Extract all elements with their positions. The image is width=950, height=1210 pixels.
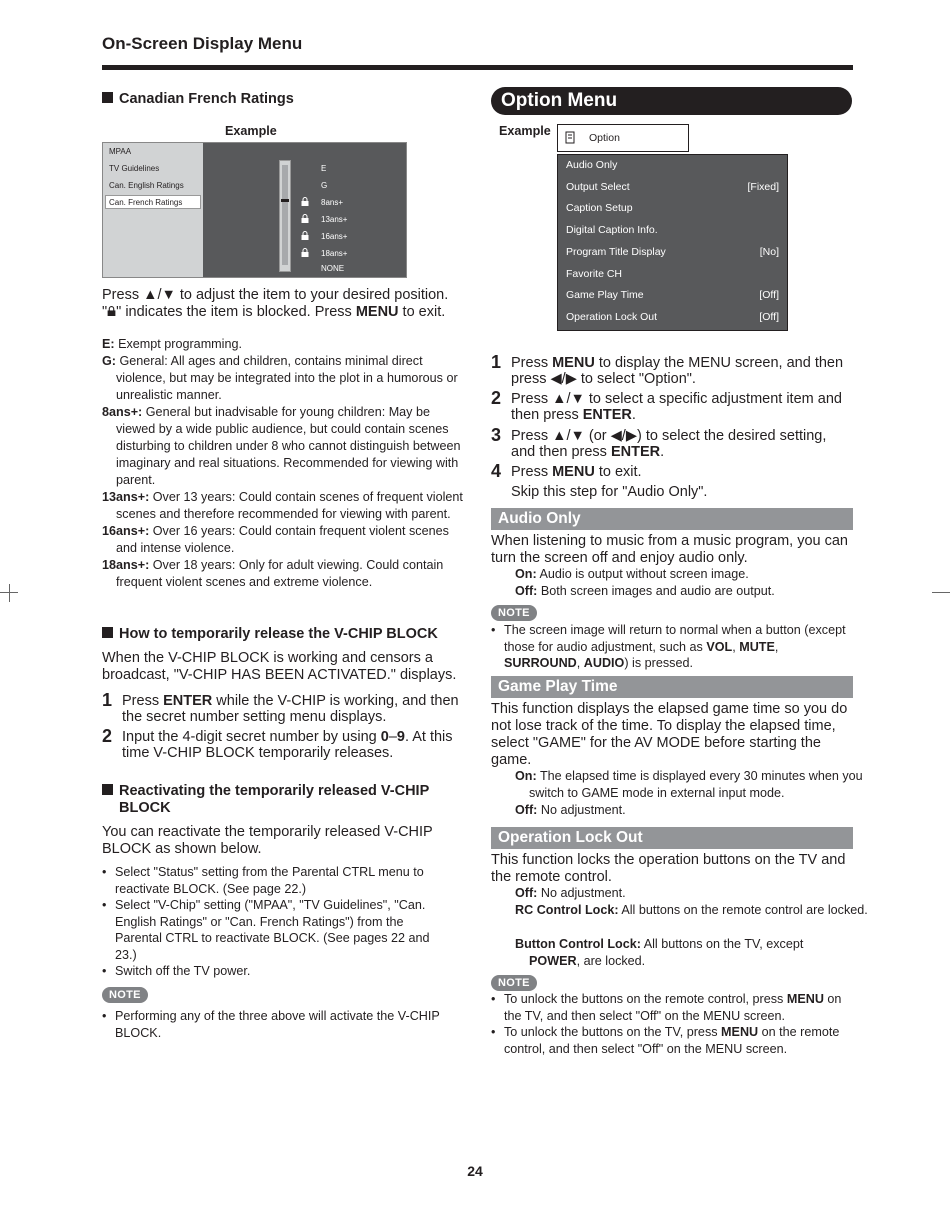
reactivate-heading: Reactivating the temporarily released V-CHIP BLOCK bbox=[102, 783, 467, 817]
list-item: • Switch off the TV power. bbox=[102, 963, 447, 980]
audio-only-intro: When listening to music from a music program, you can turn the screen off and enjoy audio only. bbox=[491, 533, 848, 566]
rating-13ans[interactable]: 13ans+ bbox=[321, 215, 348, 224]
list-item: • Performing any of the three above will activate the V-CHIP BLOCK. bbox=[102, 1008, 462, 1041]
def-13ans: 13ans+: Over 13 years: Could contain scenes of frequent violent scenes and therefore recommended for viewing with parent. bbox=[102, 490, 463, 521]
lock-icon bbox=[301, 214, 309, 223]
game-play-on: On: The elapsed time is displayed every 30 minutes when you switch to GAME mode in external input mode. bbox=[515, 769, 863, 800]
def-8ans: 8ans+: General but inadvisable for young children: May be viewed by a wide public audience, but could contain scenes disturbing to children under 8 who cannot distinguish between imaginary and real situations. Recommended for viewing with parent. bbox=[102, 405, 461, 487]
option-step-4: 4 Press MENU to exit. Skip this step for "Audio Only". bbox=[491, 461, 708, 500]
list-item: • Select "V-Chip" setting ("MPAA", "TV Guidelines", "Can. English Ratings" or "Can. French Ratings") from the Parental CTRL to reactivate BLOCK. (See pages 22 and 23.) bbox=[102, 897, 447, 963]
ratings-menu-screen bbox=[102, 142, 407, 278]
audio-only-on: On: Audio is output without screen image. bbox=[515, 567, 749, 581]
game-play-time-title: Game Play Time bbox=[491, 676, 853, 698]
up-arrow-icon: ▲ bbox=[552, 428, 567, 444]
option-caption-setup[interactable]: Caption Setup bbox=[566, 202, 633, 214]
release-intro: When the V-CHIP BLOCK is working and censors a broadcast, "V-CHIP HAS BEEN ACTIVATED." displays. bbox=[102, 650, 457, 683]
lock-icon bbox=[301, 248, 309, 257]
square-bullet-icon bbox=[102, 92, 113, 103]
list-item: • The screen image will return to normal when a button (except those for audio adjustment, such as VOL, MUTE, SURROUND, AUDIO) is pressed. bbox=[491, 622, 853, 672]
option-operation-lock-out[interactable]: Operation Lock Out [Off] bbox=[566, 311, 779, 323]
option-menu-header: Option bbox=[557, 124, 689, 152]
reactivate-note-list bbox=[102, 1008, 462, 1041]
list-item: • To unlock the buttons on the TV, press MENU on the remote control, and then select "Off" on the MENU screen. bbox=[491, 1024, 853, 1057]
option-audio-only[interactable]: Audio Only bbox=[566, 159, 618, 171]
release-heading: How to temporarily release the V-CHIP BLOCK bbox=[102, 626, 438, 642]
canadian-french-heading: Canadian French Ratings bbox=[102, 91, 294, 107]
rating-e[interactable]: E bbox=[321, 164, 327, 173]
adjust-instructions: Press ▲/▼ to adjust the item to your desired position. " " indicates the item is blocked. Press MENU to exit. bbox=[102, 287, 449, 320]
option-program-title-display[interactable]: Program Title Display [No] bbox=[566, 246, 779, 258]
option-step-1: 1 Press MENU to display the MENU screen, and then press ◀/▶ to select "Option". bbox=[491, 352, 844, 387]
game-play-off: Off: No adjustment. bbox=[515, 803, 626, 817]
rating-definitions bbox=[102, 336, 467, 591]
audio-only-note-list bbox=[491, 622, 853, 672]
page-header-title: On-Screen Display Menu bbox=[102, 34, 303, 53]
option-step-2: 2 Press ▲/▼ to select a specific adjustment item and then press ENTER. bbox=[491, 388, 842, 423]
square-bullet-icon bbox=[102, 784, 113, 795]
release-step-2: 2 Input the 4-digit secret number by using 0–9. At this time V-CHIP BLOCK temporarily releases. bbox=[102, 726, 453, 761]
option-output-select[interactable]: Output Select [Fixed] bbox=[566, 181, 779, 193]
reactivate-intro: You can reactivate the temporarily released V-CHIP BLOCK as shown below. bbox=[102, 824, 433, 857]
rating-slider[interactable] bbox=[279, 160, 291, 272]
menu-item-can-english[interactable]: Can. English Ratings bbox=[109, 181, 184, 190]
lock-out-intro: This function locks the operation buttons on the TV and the remote control. bbox=[491, 852, 846, 885]
lock-icon bbox=[301, 197, 309, 206]
option-menu-title: Option Menu bbox=[491, 87, 852, 115]
lock-out-button: Button Control Lock: All buttons on the TV, except POWER, are locked. bbox=[515, 937, 804, 968]
rating-8ans[interactable]: 8ans+ bbox=[321, 198, 344, 207]
right-arrow-icon: ▶ bbox=[625, 428, 637, 444]
example-label-left: Example bbox=[225, 124, 277, 138]
option-menu-list bbox=[557, 154, 788, 331]
lock-icon bbox=[301, 231, 309, 240]
down-arrow-icon: ▼ bbox=[570, 391, 585, 407]
game-play-intro: This function displays the elapsed game time so you do not lose track of the time. To display the elapsed time, select "GAME" for the AV MODE before starting the game. bbox=[491, 701, 848, 768]
menu-item-can-french[interactable]: Can. French Ratings bbox=[109, 198, 183, 207]
option-digital-caption-info[interactable]: Digital Caption Info. bbox=[566, 224, 658, 236]
down-arrow-icon: ▼ bbox=[161, 287, 176, 303]
list-item: • To unlock the buttons on the remote control, press MENU on the TV, and then select "Off" on the MENU screen. bbox=[491, 991, 853, 1024]
right-arrow-icon: ▶ bbox=[565, 371, 577, 387]
example-label-right: Example bbox=[499, 124, 551, 138]
slider-handle[interactable] bbox=[281, 199, 289, 202]
left-arrow-icon: ◀ bbox=[550, 371, 562, 387]
up-arrow-icon: ▲ bbox=[143, 287, 158, 303]
option-favorite-ch[interactable]: Favorite CH bbox=[566, 268, 623, 280]
page-number: 24 bbox=[467, 1163, 483, 1179]
audio-only-off: Off: Both screen images and audio are output. bbox=[515, 584, 775, 598]
square-bullet-icon bbox=[102, 627, 113, 638]
def-16ans: 16ans+: Over 16 years: Could contain frequent violent scenes and intense violence. bbox=[102, 524, 449, 555]
header-rule bbox=[102, 65, 853, 70]
def-e: E: Exempt programming. bbox=[102, 337, 242, 351]
release-step-1: 1 Press ENTER while the V-CHIP is working, and then the secret number setting menu displays. bbox=[102, 690, 459, 725]
lock-icon bbox=[107, 306, 116, 316]
option-step-3: 3 Press ▲/▼ (or ◀/▶) to select the desired setting, and then press ENTER. bbox=[491, 425, 827, 460]
reactivate-list bbox=[102, 864, 447, 980]
option-icon bbox=[565, 131, 575, 144]
rating-18ans[interactable]: 18ans+ bbox=[321, 249, 348, 258]
operation-lock-out-title: Operation Lock Out bbox=[491, 827, 853, 849]
note-badge: NOTE bbox=[102, 985, 148, 1003]
list-item: • Select "Status" setting from the Parental CTRL menu to reactivate BLOCK. (See page 22.) bbox=[102, 864, 447, 897]
rating-none[interactable]: NONE bbox=[321, 264, 345, 273]
lock-out-rc: RC Control Lock: All buttons on the remote control are locked. bbox=[515, 903, 868, 917]
down-arrow-icon: ▼ bbox=[570, 428, 585, 444]
audio-only-title: Audio Only bbox=[491, 508, 853, 530]
def-18ans: 18ans+: Over 18 years: Only for adult viewing. Could contain frequent violent scenes and extreme violence. bbox=[102, 558, 444, 589]
def-g: G: General: All ages and children, contains minimal direct violence, but may be integrated into the plot in a humorous or unrealistic manner. bbox=[102, 354, 458, 402]
menu-item-tv-guidelines[interactable]: TV Guidelines bbox=[109, 164, 160, 173]
lock-out-note-list bbox=[491, 991, 853, 1057]
rating-g[interactable]: G bbox=[321, 181, 328, 190]
menu-item-mpaa[interactable]: MPAA bbox=[109, 147, 132, 156]
note-badge: NOTE bbox=[491, 973, 537, 991]
lock-out-off: Off: No adjustment. bbox=[515, 886, 626, 900]
up-arrow-icon: ▲ bbox=[552, 391, 567, 407]
rating-16ans[interactable]: 16ans+ bbox=[321, 232, 348, 241]
left-arrow-icon: ◀ bbox=[610, 428, 622, 444]
option-game-play-time[interactable]: Game Play Time [Off] bbox=[566, 289, 779, 301]
note-badge: NOTE bbox=[491, 603, 537, 621]
